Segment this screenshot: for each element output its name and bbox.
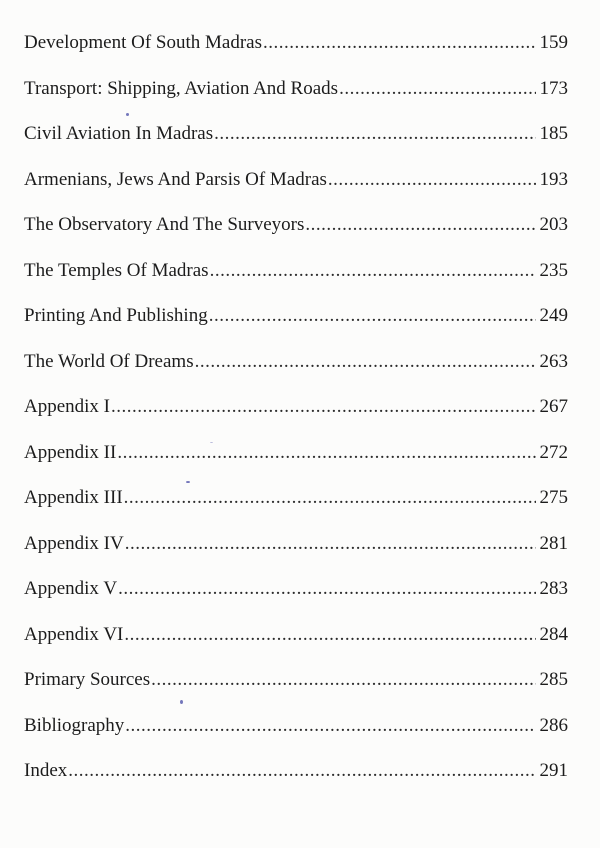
dot-leader [124, 485, 536, 511]
toc-entry-page: 193 [539, 168, 568, 190]
dot-leader [125, 531, 536, 557]
toc-entry [24, 76, 568, 122]
toc-entry-page: 267 [539, 396, 568, 417]
toc-entry-title: Printing And Publishing [24, 305, 208, 326]
toc-entry [24, 531, 568, 577]
toc-entry-title: Appendix VI [24, 623, 124, 645]
toc-entry-title: The Observatory And The Surveyors [24, 214, 305, 235]
toc-entry [24, 258, 568, 304]
dot-leader [118, 576, 536, 602]
dot-leader [195, 349, 536, 375]
toc-entry-page: 283 [539, 578, 568, 599]
ink-speck [210, 442, 213, 443]
toc-entry [24, 349, 568, 395]
dot-leader [214, 121, 536, 147]
dot-leader [125, 713, 536, 739]
toc-entry-page: 291 [539, 760, 568, 781]
dot-leader [210, 258, 536, 284]
toc-entry-title: Bibliography [24, 714, 125, 736]
toc-entry-page: 173 [539, 77, 568, 99]
toc-entry-title: Appendix I [24, 396, 111, 417]
dot-leader [328, 167, 536, 193]
toc-entry [24, 758, 568, 804]
dot-leader [305, 212, 536, 238]
dot-leader [209, 303, 536, 329]
dot-leader [151, 667, 536, 693]
dot-leader [68, 758, 536, 784]
toc-entry-title: Civil Aviation In Madras [24, 123, 214, 144]
toc-entry-title: Appendix IV [24, 532, 124, 554]
toc-entry-page: 235 [539, 259, 568, 281]
toc-entry-title: The World Of Dreams [24, 350, 194, 372]
toc-entry-title: Armenians, Jews And Parsis Of Madras [24, 168, 327, 190]
toc-entry-page: 275 [539, 487, 568, 508]
toc-entry-page: 203 [539, 214, 568, 235]
toc-entry-title: Appendix V [24, 578, 118, 599]
toc-entry-page: 263 [539, 350, 568, 372]
dot-leader [263, 30, 536, 56]
toc-entry-page: 159 [539, 32, 568, 53]
toc-entry [24, 713, 568, 759]
toc-entry-title: The Temples Of Madras [24, 259, 209, 281]
ink-speck [186, 481, 190, 483]
toc-entry [24, 622, 568, 668]
ink-speck [180, 700, 183, 704]
toc-entry-page: 185 [539, 123, 568, 144]
toc-entry [24, 121, 568, 167]
toc-entry-title: Index [24, 760, 68, 781]
toc-entry [24, 485, 568, 531]
toc-entry [24, 30, 568, 76]
toc-entry [24, 303, 568, 349]
toc-entry-page: 281 [539, 532, 568, 554]
toc-entry-page: 285 [539, 669, 568, 690]
toc-entry-title: Transport: Shipping, Aviation And Roads [24, 77, 339, 99]
toc-entry-title: Development Of South Madras [24, 32, 262, 53]
toc-entry-title: Primary Sources [24, 669, 151, 690]
toc-entry [24, 667, 568, 713]
toc-entry [24, 440, 568, 486]
toc-entry-page: 286 [539, 714, 568, 736]
dot-leader [117, 440, 536, 466]
toc-entry-page: 249 [539, 305, 568, 326]
ink-speck [126, 113, 129, 116]
toc-entry-page: 284 [539, 623, 568, 645]
toc-entry-title: Appendix II [24, 441, 117, 463]
toc-entry-title: Appendix III [24, 487, 123, 508]
toc-entry [24, 394, 568, 440]
dot-leader [111, 394, 536, 420]
dot-leader [339, 76, 536, 102]
toc-entry [24, 212, 568, 258]
toc-entry [24, 167, 568, 213]
dot-leader [124, 622, 536, 648]
toc-entry-page: 272 [539, 441, 568, 463]
table-of-contents [24, 30, 568, 804]
toc-entry [24, 576, 568, 622]
